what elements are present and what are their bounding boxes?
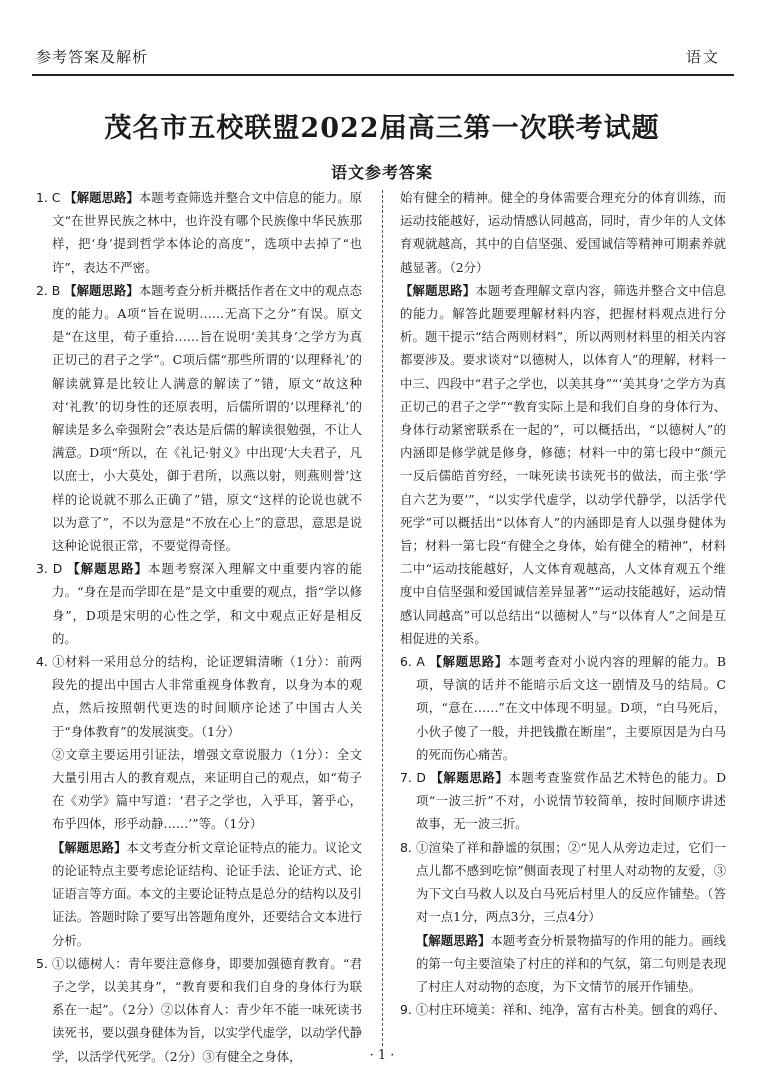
answer-paragraph	[36, 186, 362, 279]
answer-text: ②文章主要运用引证法，增强文章说服力（1分）：全文大量引用古人的教育观点，来证明自己的观点，如“荀子在《劝学》篇中写道：‘君子之学也，入乎耳，箸乎心，布乎四体，形乎动静……’”等。（1分）	[52, 746, 362, 832]
analysis-tag: 【解题思路】	[430, 770, 509, 786]
answer-text: 本题考查鉴赏作品艺术特色的能力。D项“一波三折”不对，小说情节较简单，按时间顺序讲述故事，无一波三折。	[416, 770, 727, 832]
answer-text: ①村庄环境美：祥和、纯净，富有古朴美。刨食的鸡仔、	[415, 1002, 726, 1018]
right-column	[400, 186, 726, 1021]
column-divider	[382, 190, 383, 1046]
answer-paragraph	[36, 650, 362, 743]
header-rule	[32, 74, 734, 76]
answer-text: 始有健全的精神。健全的身体需要合理充分的体育训练，而运动技能越好，运动情感认同越高，同时，青少年的人文体育观就越高，其中的自信坚强、爱国诚信等精神可期素养就越显著。（2分）	[400, 190, 726, 275]
question-number: 3. D	[36, 561, 68, 577]
header-subject-label: 语文	[685, 48, 720, 66]
answer-paragraph	[36, 557, 362, 650]
analysis-tag: 【解题思路】	[416, 932, 491, 948]
analysis-tag: 【解题思路】	[429, 654, 508, 670]
question-number: 6. A	[400, 654, 430, 670]
analysis-tag: 【解题思路】	[52, 839, 127, 855]
answer-paragraph	[400, 650, 726, 766]
left-column	[36, 186, 362, 1068]
question-number: 1. C	[36, 190, 65, 205]
answer-paragraph	[400, 929, 726, 999]
page-number: · 1 ·	[369, 1048, 395, 1063]
question-number: 2. B	[36, 282, 65, 298]
header-section-label: 参考答案及解析	[36, 48, 149, 66]
answer-paragraph	[400, 836, 726, 929]
analysis-tag: 【解题思路】	[64, 190, 139, 205]
answer-text: 本题考查分析并概括作者在文中的观点态度的能力。A项“旨在说明……无高下之分”有误。原文是“在这里，荀子重拾……旨在说明‘美其身’之学方为真正切己的君子之学”。C项后儒“那些所谓的‘以理释礼’的解读就算是比较让人满意的解读了”错，原文“故这种对‘礼教’的切身性的还原表明，后儒所谓的‘以理释礼’的解读是多么牵强附会”表达是后儒的解读很勉强，不让人满意。D项“所以，在《礼记·射义》中出现‘大夫君子，凡以庶士，小大莫处，御于君所，以燕以射，则燕则誉’这样的论说就不那么正确了”错，原文“这样的论说也就不以为意了”，不以为意是“不放在心上”的意思，意思是说这种论说很正常，不要觉得奇怪。	[52, 282, 363, 554]
question-number: 8.	[400, 839, 417, 855]
analysis-tag: 【解题思路】	[64, 282, 139, 298]
question-number: 4.	[36, 654, 53, 670]
analysis-tag: 【解题思路】	[67, 561, 148, 577]
answer-paragraph	[36, 836, 362, 952]
answer-text: 本题考察深入理解文中重要内容的能力。“身在是而学即在是”是文中重要的观点，指“学以修身”，D项是宋明的心性之学，和文中观点正好是相反的。	[52, 561, 363, 646]
question-number: 7. D	[400, 770, 431, 786]
page-subtitle: 语文参考答案	[330, 163, 433, 182]
answer-text: ①渲染了祥和静谧的氛围；②“见人从旁边走过，它们一点儿都不感到吃惊”侧面表现了村里人对动物的友爱，③为下文白马救人以及白马死后村里人的反应作铺垫。（答对一点1分，两点3分，三点4分）	[416, 839, 726, 925]
answer-text: 本题考查理解文章内容，筛选并整合文中信息的能力。解答此题要理解材料内容，把握材料观点进行分析。题干提示“结合两则材料”，所以两则材料里的相关内容都要涉及。要求谈对“以德树人，以体育人”的理解，材料一中三、四段中“君子之学也，以美其身”“‘美其身’之学方为真正切己的君子之学”“教育实际上是和我们自身的身体行为、身体行动紧密联系在一起的”，可以概括出，“以德树人”的内涵即是修学就是修身，修德；材料一中的第七段中“颜元一反后儒皓首穷经，一味死读书读死书的做法，而主张‘学自六艺为要’”，“以实学代虚学，以动学代静学，以活学代死学”可以概括出“以体育人”的内涵即是育人以强身健体为旨；材料一第七段“有健全之身体，始有健全的精神”，材料二中“运动技能越好，人文体育观越高，人文体育观五个维度中自信坚强和爱国诚信差异显著”“运动技能越好，运动情感认同越高”可以总结出“以德树人”与“以体育人”之间是互相促进的关系。	[400, 282, 727, 646]
question-number: 5.	[36, 955, 53, 971]
answer-paragraph	[36, 279, 362, 557]
analysis-tag: 【解题思路】	[400, 282, 476, 298]
answer-text: ①材料一采用总分的结构，论证逻辑清晰（1分）：前两段先的提出中国古人非常重视身体教育，以身为本的观点，然后按照朝代更迭的时间顺序论述了中国古人关于“身体教育”的发展演变。（1分）	[52, 654, 363, 739]
answer-text: ①以德树人：青年要注意修身，即要加强德育教育。“君子之学，以美其身”，“教育要和我们自身的身体行为联系在一起”。（2分）②以体育人：青少年不能一味死读书读死书，要以强身健体为旨，以实学代虚学，以动学代静学，以活学代死学。（2分）③有健全之身体，	[52, 955, 362, 1064]
answer-paragraph	[36, 743, 362, 836]
answer-paragraph	[400, 998, 726, 1021]
page-title: 茂名市五校联盟2022届高三第一次联考试题	[104, 113, 660, 144]
answer-paragraph	[400, 186, 726, 279]
answer-text: 本题考查筛选并整合文中信息的能力。原文“在世界民族之林中，也许没有哪个民族像中华民族那样，把‘身’提到哲学本体论的高度”，选项中去掉了“也许”，表达不严密。	[52, 190, 363, 275]
answer-text: 本文考查分析文章论证特点的能力。议论文的论证特点主要考虑论证结构、论证手法、论证方式、论证语言等方面。本文的主要论证特点是总分的结构以及引证法。答题时除了要写出答题角度外，还要结合文本进行分析。	[52, 839, 363, 948]
answer-text: 本题考查分析景物描写的作用的能力。画线的第一句主要渲染了村庄的祥和的气氛，第二句则是表现了村庄人对动物的态度，为下文情节的展开作铺垫。	[416, 932, 727, 994]
answer-paragraph	[400, 279, 726, 650]
question-number: 9.	[400, 1002, 416, 1018]
answer-paragraph	[400, 766, 726, 836]
answer-text: 本题考查对小说内容的理解的能力。B项，导演的话并不能暗示后文这一剧情及马的结局。C项，“意在……”在文中体现不明显。D项，“白马死后，小伙子傻了一般，并把钱撒在断崖”，主要原因是为白马的死而伤心痛苦。	[416, 654, 727, 762]
